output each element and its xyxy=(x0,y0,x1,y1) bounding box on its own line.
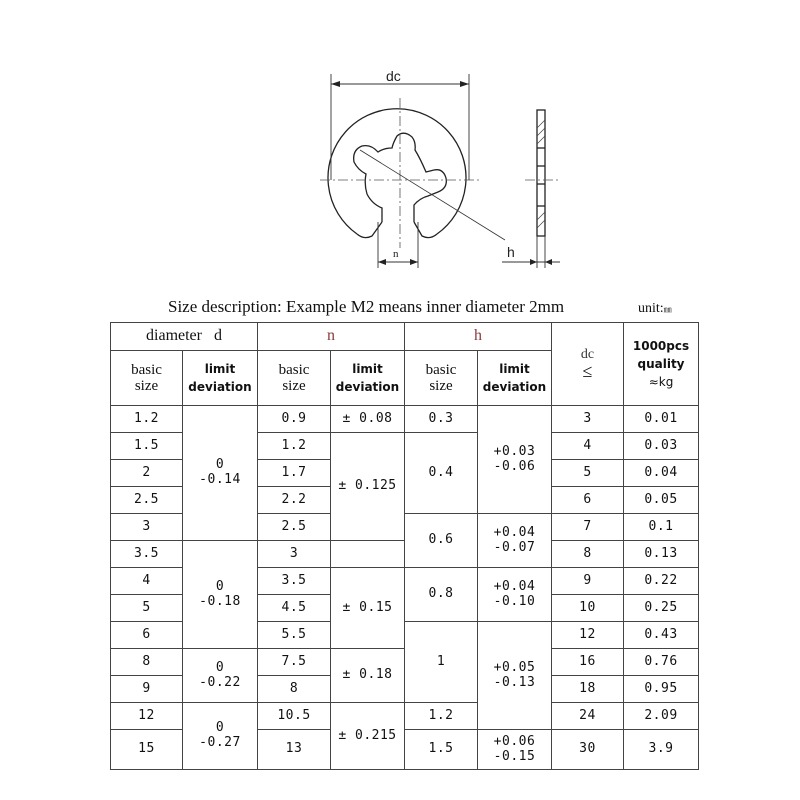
quality-value: 0.43 xyxy=(624,622,699,649)
clip-outer-edge xyxy=(328,109,466,234)
quality-header: 1000pcs quality ≈kg xyxy=(624,323,699,406)
h-deviation: +0.04 -0.10 xyxy=(478,568,552,622)
dc-value: 16 xyxy=(552,649,624,676)
dc-header: dc ≤ xyxy=(552,323,624,406)
h-size: 0.4 xyxy=(405,433,478,514)
dc-value: 3 xyxy=(552,406,624,433)
dc-value: 30 xyxy=(552,730,624,770)
quality-value: 0.01 xyxy=(624,406,699,433)
quality-value: 0.05 xyxy=(624,487,699,514)
size-table xyxy=(110,322,699,770)
h-size: 0.8 xyxy=(405,568,478,622)
h-dimension-label: h xyxy=(507,244,515,260)
n-size: 2.2 xyxy=(258,487,331,514)
d-size: 3.5 xyxy=(111,541,183,568)
d-size: 8 xyxy=(111,649,183,676)
n-size: 7.5 xyxy=(258,649,331,676)
quality-value: 0.95 xyxy=(624,676,699,703)
n-deviation: ± 0.08 xyxy=(331,406,405,433)
d-symbol: d xyxy=(213,327,222,345)
dc-value: 10 xyxy=(552,595,624,622)
n-size: 4.5 xyxy=(258,595,331,622)
d-limit-deviation-header: limit deviation xyxy=(183,351,258,406)
dc-value: 18 xyxy=(552,676,624,703)
h-deviation: +0.05 -0.13 xyxy=(478,622,552,730)
quality-value: 0.04 xyxy=(624,460,699,487)
h-size: 0.3 xyxy=(405,406,478,433)
dc-value: 4 xyxy=(552,433,624,460)
d-basic-size-header: basic size xyxy=(111,351,183,406)
n-size: 10.5 xyxy=(258,703,331,730)
n-size: 13 xyxy=(258,730,331,770)
n-size: 3 xyxy=(258,541,331,568)
d-size: 2 xyxy=(111,460,183,487)
h-size: 1.5 xyxy=(405,730,478,770)
n-size: 3.5 xyxy=(258,568,331,595)
dc-value: 24 xyxy=(552,703,624,730)
h-header: h xyxy=(405,323,552,351)
dc-value: 9 xyxy=(552,568,624,595)
n-size: 8 xyxy=(258,676,331,703)
n-limit-deviation-header: limit deviation xyxy=(331,351,405,406)
e-clip-drawing xyxy=(0,0,800,290)
header-row-1 xyxy=(111,323,699,351)
unit-symbol: ㎜ xyxy=(663,305,672,314)
table-row xyxy=(111,406,699,433)
d-deviation: 0 -0.27 xyxy=(183,703,258,770)
n-size: 1.2 xyxy=(258,433,331,460)
d-size: 15 xyxy=(111,730,183,770)
d-deviation: 0 -0.18 xyxy=(183,541,258,649)
diameter-header: diameter d xyxy=(111,323,258,351)
unit-label xyxy=(638,301,672,317)
h-size: 0.6 xyxy=(405,514,478,568)
quality-value: 0.25 xyxy=(624,595,699,622)
n-dimension-label: n xyxy=(393,248,399,260)
n-deviation: ± 0.125 xyxy=(331,433,405,541)
n-size: 0.9 xyxy=(258,406,331,433)
table-row xyxy=(111,703,699,730)
n-deviation: ± 0.18 xyxy=(331,649,405,703)
dc-value: 6 xyxy=(552,487,624,514)
n-size: 5.5 xyxy=(258,622,331,649)
n-basic-size-header: basic size xyxy=(258,351,331,406)
h-size: 1 xyxy=(405,622,478,703)
n-size: 1.7 xyxy=(258,460,331,487)
dc-value: 8 xyxy=(552,541,624,568)
dc-value: 7 xyxy=(552,514,624,541)
n-size: 2.5 xyxy=(258,514,331,541)
quality-value: 0.1 xyxy=(624,514,699,541)
dc-dimension-label: dc xyxy=(386,68,401,84)
size-description-title: Size description: Example M2 means inner diameter 2mm xyxy=(168,297,565,316)
d-size: 9 xyxy=(111,676,183,703)
d-deviation: 0 -0.22 xyxy=(183,649,258,703)
d-size: 2.5 xyxy=(111,487,183,514)
quality-value: 0.22 xyxy=(624,568,699,595)
d-size: 4 xyxy=(111,568,183,595)
n-deviation: ± 0.15 xyxy=(331,568,405,649)
quality-value: 0.76 xyxy=(624,649,699,676)
d-size: 3 xyxy=(111,514,183,541)
n-deviation: ± 0.215 xyxy=(331,703,405,770)
unit-text: unit: xyxy=(638,301,664,316)
quality-value: 2.09 xyxy=(624,703,699,730)
dc-value: 12 xyxy=(552,622,624,649)
d-size: 5 xyxy=(111,595,183,622)
h-deviation: +0.04 -0.07 xyxy=(478,514,552,568)
quality-value: 0.03 xyxy=(624,433,699,460)
h-size: 1.2 xyxy=(405,703,478,730)
dc-value: 5 xyxy=(552,460,624,487)
d-deviation: 0 -0.14 xyxy=(183,406,258,541)
d-size: 6 xyxy=(111,622,183,649)
h-deviation: +0.06 -0.15 xyxy=(478,730,552,770)
h-limit-deviation-header: limit deviation xyxy=(478,351,552,406)
d-size: 1.5 xyxy=(111,433,183,460)
d-size: 12 xyxy=(111,703,183,730)
h-basic-size-header: basic size xyxy=(405,351,478,406)
n-header: n xyxy=(258,323,405,351)
h-deviation: +0.03 -0.06 xyxy=(478,406,552,514)
quality-value: 0.13 xyxy=(624,541,699,568)
d-size: 1.2 xyxy=(111,406,183,433)
quality-value: 3.9 xyxy=(624,730,699,770)
n-deviation-empty xyxy=(331,541,405,568)
